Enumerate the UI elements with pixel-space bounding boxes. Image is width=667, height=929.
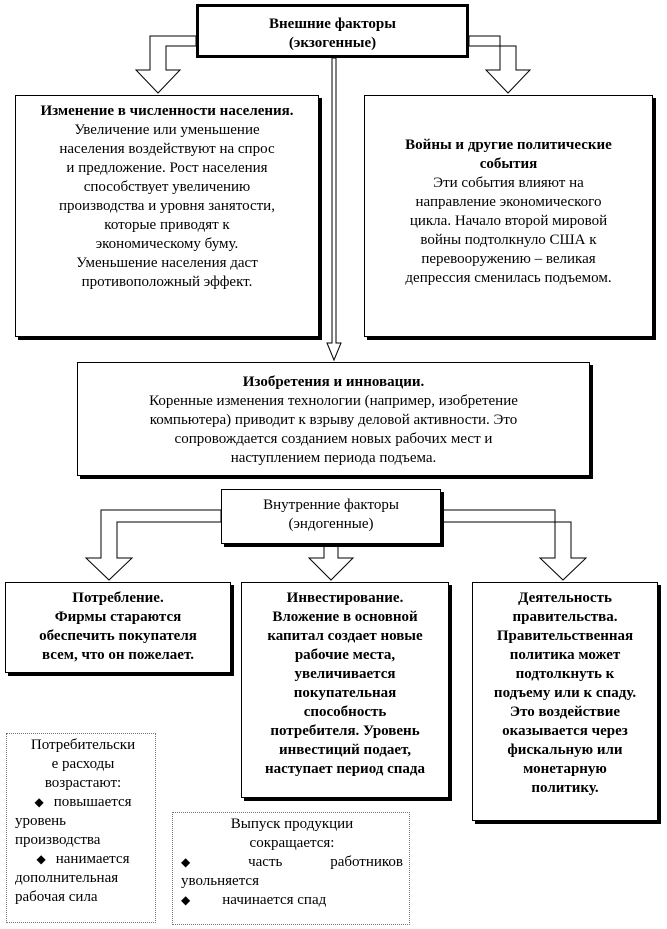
investment-line: потребителя. Уровень bbox=[270, 723, 420, 739]
inventions-line: наступлением периода подъема. bbox=[230, 450, 437, 466]
government-line: монетарную bbox=[523, 761, 607, 777]
spending-line: производства bbox=[15, 832, 101, 848]
population-line: противоположный эффект. bbox=[81, 274, 253, 290]
spending-line: возрастают: bbox=[44, 775, 122, 791]
arrow-external-to-inventions bbox=[327, 58, 341, 360]
government-line: подтолкнуть к bbox=[515, 666, 615, 682]
diamond-bullet-icon: ◆ bbox=[181, 855, 191, 869]
wars-box bbox=[364, 95, 653, 337]
government-line: Правительственная bbox=[496, 628, 634, 644]
internal-header-line1: Внутренние факторы bbox=[263, 497, 399, 513]
output-bullet-word: часть bbox=[248, 854, 283, 870]
population-line: и предложение. Рост населения bbox=[66, 160, 268, 176]
output-line: увольняется bbox=[181, 873, 259, 889]
arrow-external-to-population bbox=[136, 36, 196, 93]
inventions-line: компьютера) приводит к взрыву деловой активности. Это bbox=[149, 412, 518, 428]
output-line: сокращается: bbox=[249, 835, 335, 851]
government-line: подъему или к спаду. bbox=[493, 685, 637, 701]
arrow-internal-to-consumption bbox=[86, 510, 221, 580]
spending-line: рабочая сила bbox=[15, 889, 98, 905]
wars-line: цикла. Начало второй мировой bbox=[409, 213, 608, 229]
government-line: политику. bbox=[531, 780, 599, 796]
government-line: оказывается через bbox=[502, 723, 628, 739]
spending-bullet-item bbox=[15, 850, 151, 869]
arrow-internal-to-investment bbox=[309, 544, 353, 580]
investment-line: наступает период спада bbox=[265, 761, 425, 777]
population-line: производства и уровня занятости, bbox=[59, 198, 275, 214]
population-title: Изменение в численности населения. bbox=[40, 103, 294, 119]
population-box bbox=[15, 95, 319, 337]
output-bullet-word: работников bbox=[330, 854, 403, 870]
spending-line: уровень bbox=[15, 813, 67, 829]
wars-title-line2: события bbox=[479, 156, 538, 172]
diamond-bullet-icon: ◆ bbox=[34, 795, 44, 809]
internal-header-line2: (эндогенные) bbox=[288, 516, 374, 532]
output-bullet-item bbox=[181, 853, 403, 872]
population-line: населения воздействуют на спрос bbox=[59, 141, 275, 157]
population-line: способствует увеличению bbox=[83, 179, 251, 195]
inventions-box bbox=[77, 362, 590, 476]
consumption-title: Потребление. bbox=[72, 590, 164, 606]
spending-line: Потребительски bbox=[30, 737, 136, 753]
spending-note-box bbox=[6, 733, 156, 923]
consumption-box bbox=[5, 582, 231, 673]
investment-line: Вложение в основной bbox=[272, 609, 418, 625]
arrow-internal-to-government bbox=[441, 510, 586, 580]
spending-bullet-item bbox=[15, 793, 151, 812]
wars-line: перевооружению – великая bbox=[421, 251, 596, 267]
investment-box bbox=[241, 582, 449, 798]
investment-line: увеличивается bbox=[294, 666, 396, 682]
external-header-line1: Внешние факторы bbox=[269, 16, 396, 32]
diamond-bullet-icon: ◆ bbox=[36, 852, 46, 866]
arrow-external-to-wars bbox=[469, 36, 530, 93]
output-note-box bbox=[172, 812, 410, 925]
diamond-bullet-icon: ◆ bbox=[181, 893, 191, 907]
output-bullet-item bbox=[181, 891, 403, 910]
government-line: Это воздействие bbox=[509, 704, 621, 720]
consumption-line: всем, что он пожелает. bbox=[42, 647, 194, 663]
external-factors-header bbox=[196, 4, 469, 58]
spending-bullet-text: повышается bbox=[53, 794, 132, 810]
spending-line: дополнительная bbox=[15, 870, 119, 886]
population-line: Увеличение или уменьшение bbox=[74, 122, 260, 138]
government-line: фискальную или bbox=[507, 742, 623, 758]
investment-line: покупательная bbox=[293, 685, 397, 701]
external-header-line2: (экзогенные) bbox=[288, 35, 377, 51]
wars-line: депрессия сменилась подъемом. bbox=[405, 270, 612, 286]
wars-line: войны подтолкнуло США к bbox=[420, 232, 597, 248]
population-line: которые приводят к bbox=[104, 217, 230, 233]
investment-line: капитал создает новые bbox=[267, 628, 423, 644]
inventions-line: Коренные изменения технологии (например, изобретение bbox=[149, 393, 518, 409]
internal-factors-header bbox=[221, 489, 441, 544]
wars-line: Эти события влияют на bbox=[433, 175, 584, 191]
spending-line: е расходы bbox=[51, 756, 115, 772]
output-line: Выпуск продукции bbox=[230, 816, 354, 832]
population-line: экономическому буму. bbox=[95, 236, 239, 252]
wars-line: направление экономического bbox=[415, 194, 602, 210]
inventions-line: сопровождается созданием новых рабочих мест и bbox=[174, 431, 493, 447]
investment-line: инвестиций подает, bbox=[278, 742, 412, 758]
output-bullet-text: начинается спад bbox=[222, 892, 327, 908]
investment-line: способность bbox=[303, 704, 387, 720]
spending-bullet-text: нанимается bbox=[55, 851, 130, 867]
consumption-line: Фирмы стараются bbox=[54, 609, 182, 625]
wars-title-line1: Войны и другие политические bbox=[405, 137, 612, 153]
consumption-line: обеспечить покупателя bbox=[39, 628, 197, 644]
government-box bbox=[472, 582, 658, 821]
investment-line: рабочие места, bbox=[294, 647, 396, 663]
inventions-title: Изобретения и инновации. bbox=[242, 374, 425, 390]
population-line: Уменьшение населения даст bbox=[76, 255, 258, 271]
government-title-line1: Деятельность bbox=[518, 590, 612, 606]
investment-title: Инвестирование. bbox=[286, 590, 404, 606]
government-title-line2: правительства. bbox=[512, 609, 618, 625]
government-line: политика может bbox=[509, 647, 621, 663]
